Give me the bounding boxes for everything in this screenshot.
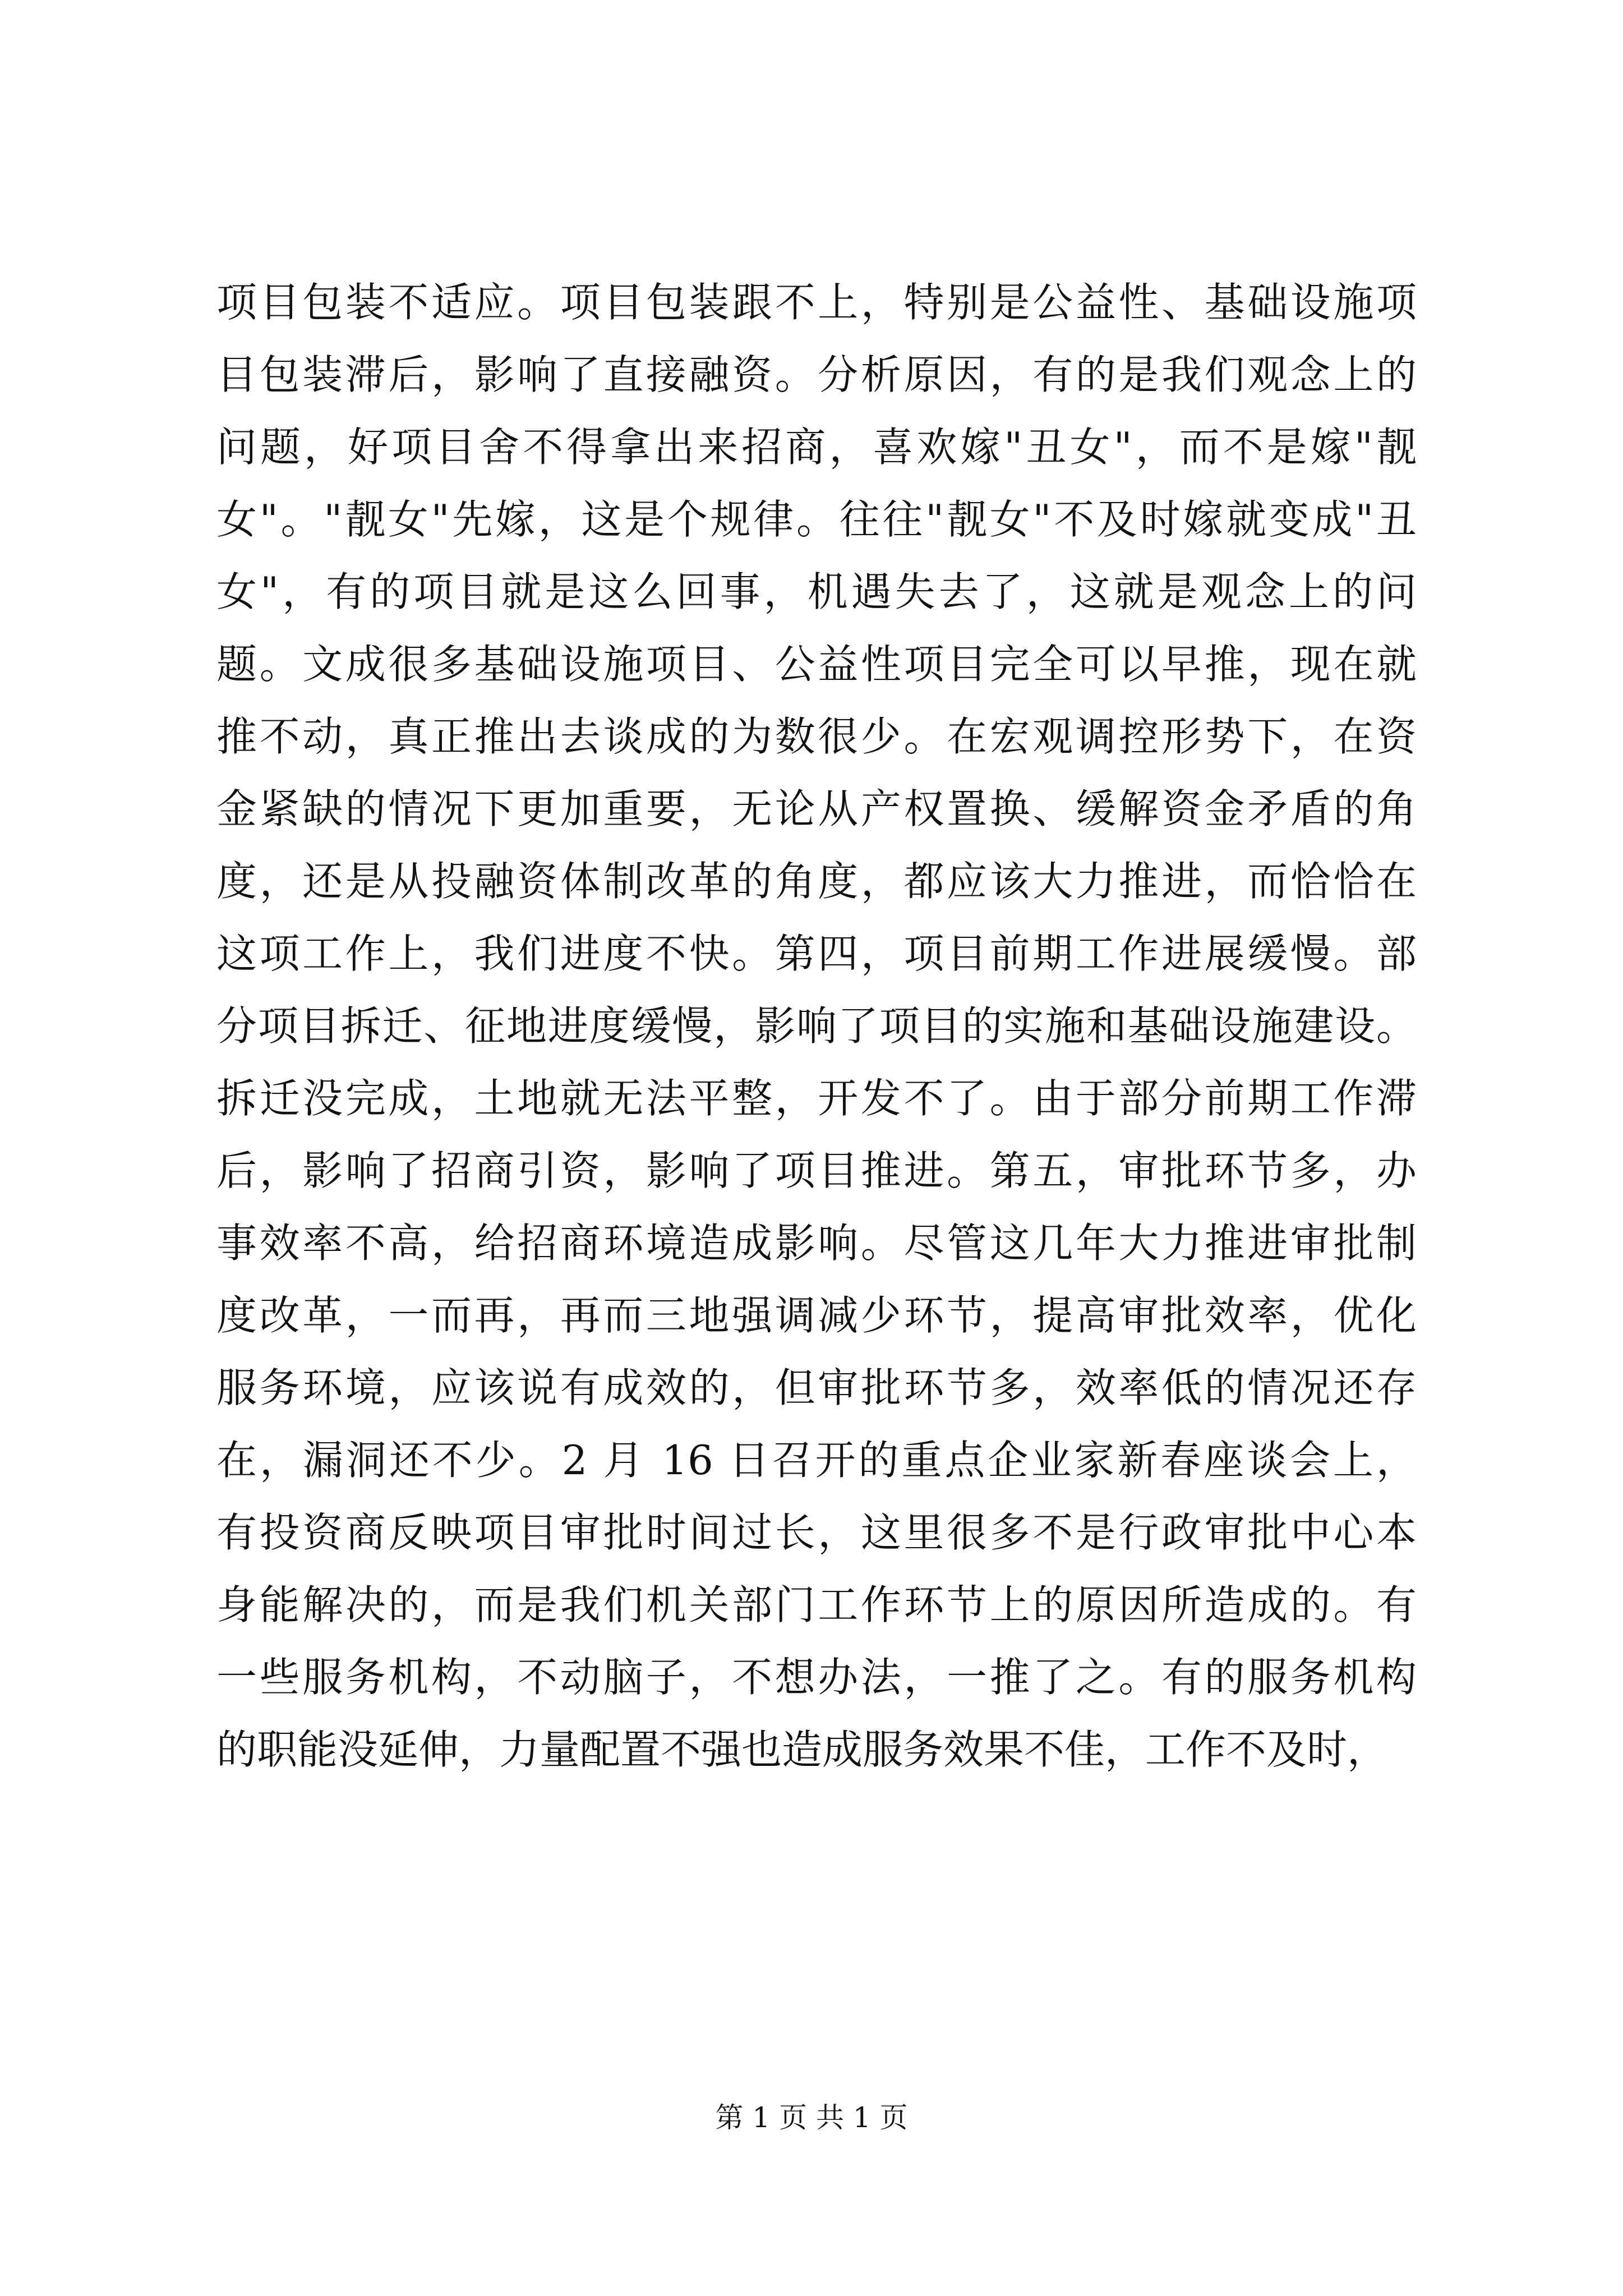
text-line: 分项目拆迁、征地进度缓慢，影响了项目的实施和基础设施建设。: [216, 1002, 1417, 1050]
text-line: 在，漏洞还不少。2 月 16 日召开的重点企业家新春座谈会上，: [216, 1437, 1417, 1484]
text-line: 这项工作上，我们进度不快。第四，项目前期工作进展缓慢。部: [216, 930, 1417, 977]
text-line: 金紧缺的情况下更加重要，无论从产权置换、缓解资金矛盾的角: [216, 785, 1417, 832]
page-number-footer: 第 1 页 共 1 页: [715, 2101, 908, 2134]
text-line: 一些服务机构，不动脑子，不想办法，一推了之。有的服务机构: [216, 1654, 1417, 1701]
text-line: 有投资商反映项目审批时间过长，这里很多不是行政审批中心本: [216, 1509, 1417, 1556]
text-line: 度，还是从投融资体制改革的角度，都应该大力推进，而恰恰在: [216, 858, 1417, 905]
text-line: 的职能没延伸，力量配置不强也造成服务效果不佳，工作不及时，: [216, 1726, 1388, 1773]
text-line: 女"，有的项目就是这么回事，机遇失去了，这就是观念上的问: [216, 568, 1417, 615]
text-line: 推不动，真正推出去谈成的为数很少。在宏观调控形势下，在资: [216, 713, 1417, 760]
text-line: 目包装滞后，影响了直接融资。分析原因，有的是我们观念上的: [216, 351, 1417, 398]
text-line: 问题，好项目舍不得拿出来招商，喜欢嫁"丑女"，而不是嫁"靓: [216, 424, 1417, 471]
text-line: 事效率不高，给招商环境造成影响。尽管这几年大力推进审批制: [216, 1220, 1417, 1267]
text-line: 项目包装不适应。项目包装跟不上，特别是公益性、基础设施项: [216, 279, 1417, 326]
text-line: 服务环境，应该说有成效的，但审批环节多，效率低的情况还存: [216, 1364, 1417, 1411]
text-line: 拆迁没完成，土地就无法平整，开发不了。由于部分前期工作滞: [216, 1075, 1417, 1122]
text-line: 题。文成很多基础设施项目、公益性项目完全可以早推，现在就: [216, 641, 1417, 688]
text-line: 度改革，一而再，再而三地强调减少环节，提高审批效率，优化: [216, 1292, 1417, 1339]
text-line: 身能解决的，而是我们机关部门工作环节上的原因所造成的。有: [216, 1581, 1417, 1628]
text-line: 后，影响了招商引资，影响了项目推进。第五，审批环节多，办: [216, 1147, 1417, 1194]
body-text: [216, 266, 1417, 1786]
text-line: 女"。"靓女"先嫁，这是个规律。往往"靓女"不及时嫁就变成"丑: [216, 496, 1417, 543]
